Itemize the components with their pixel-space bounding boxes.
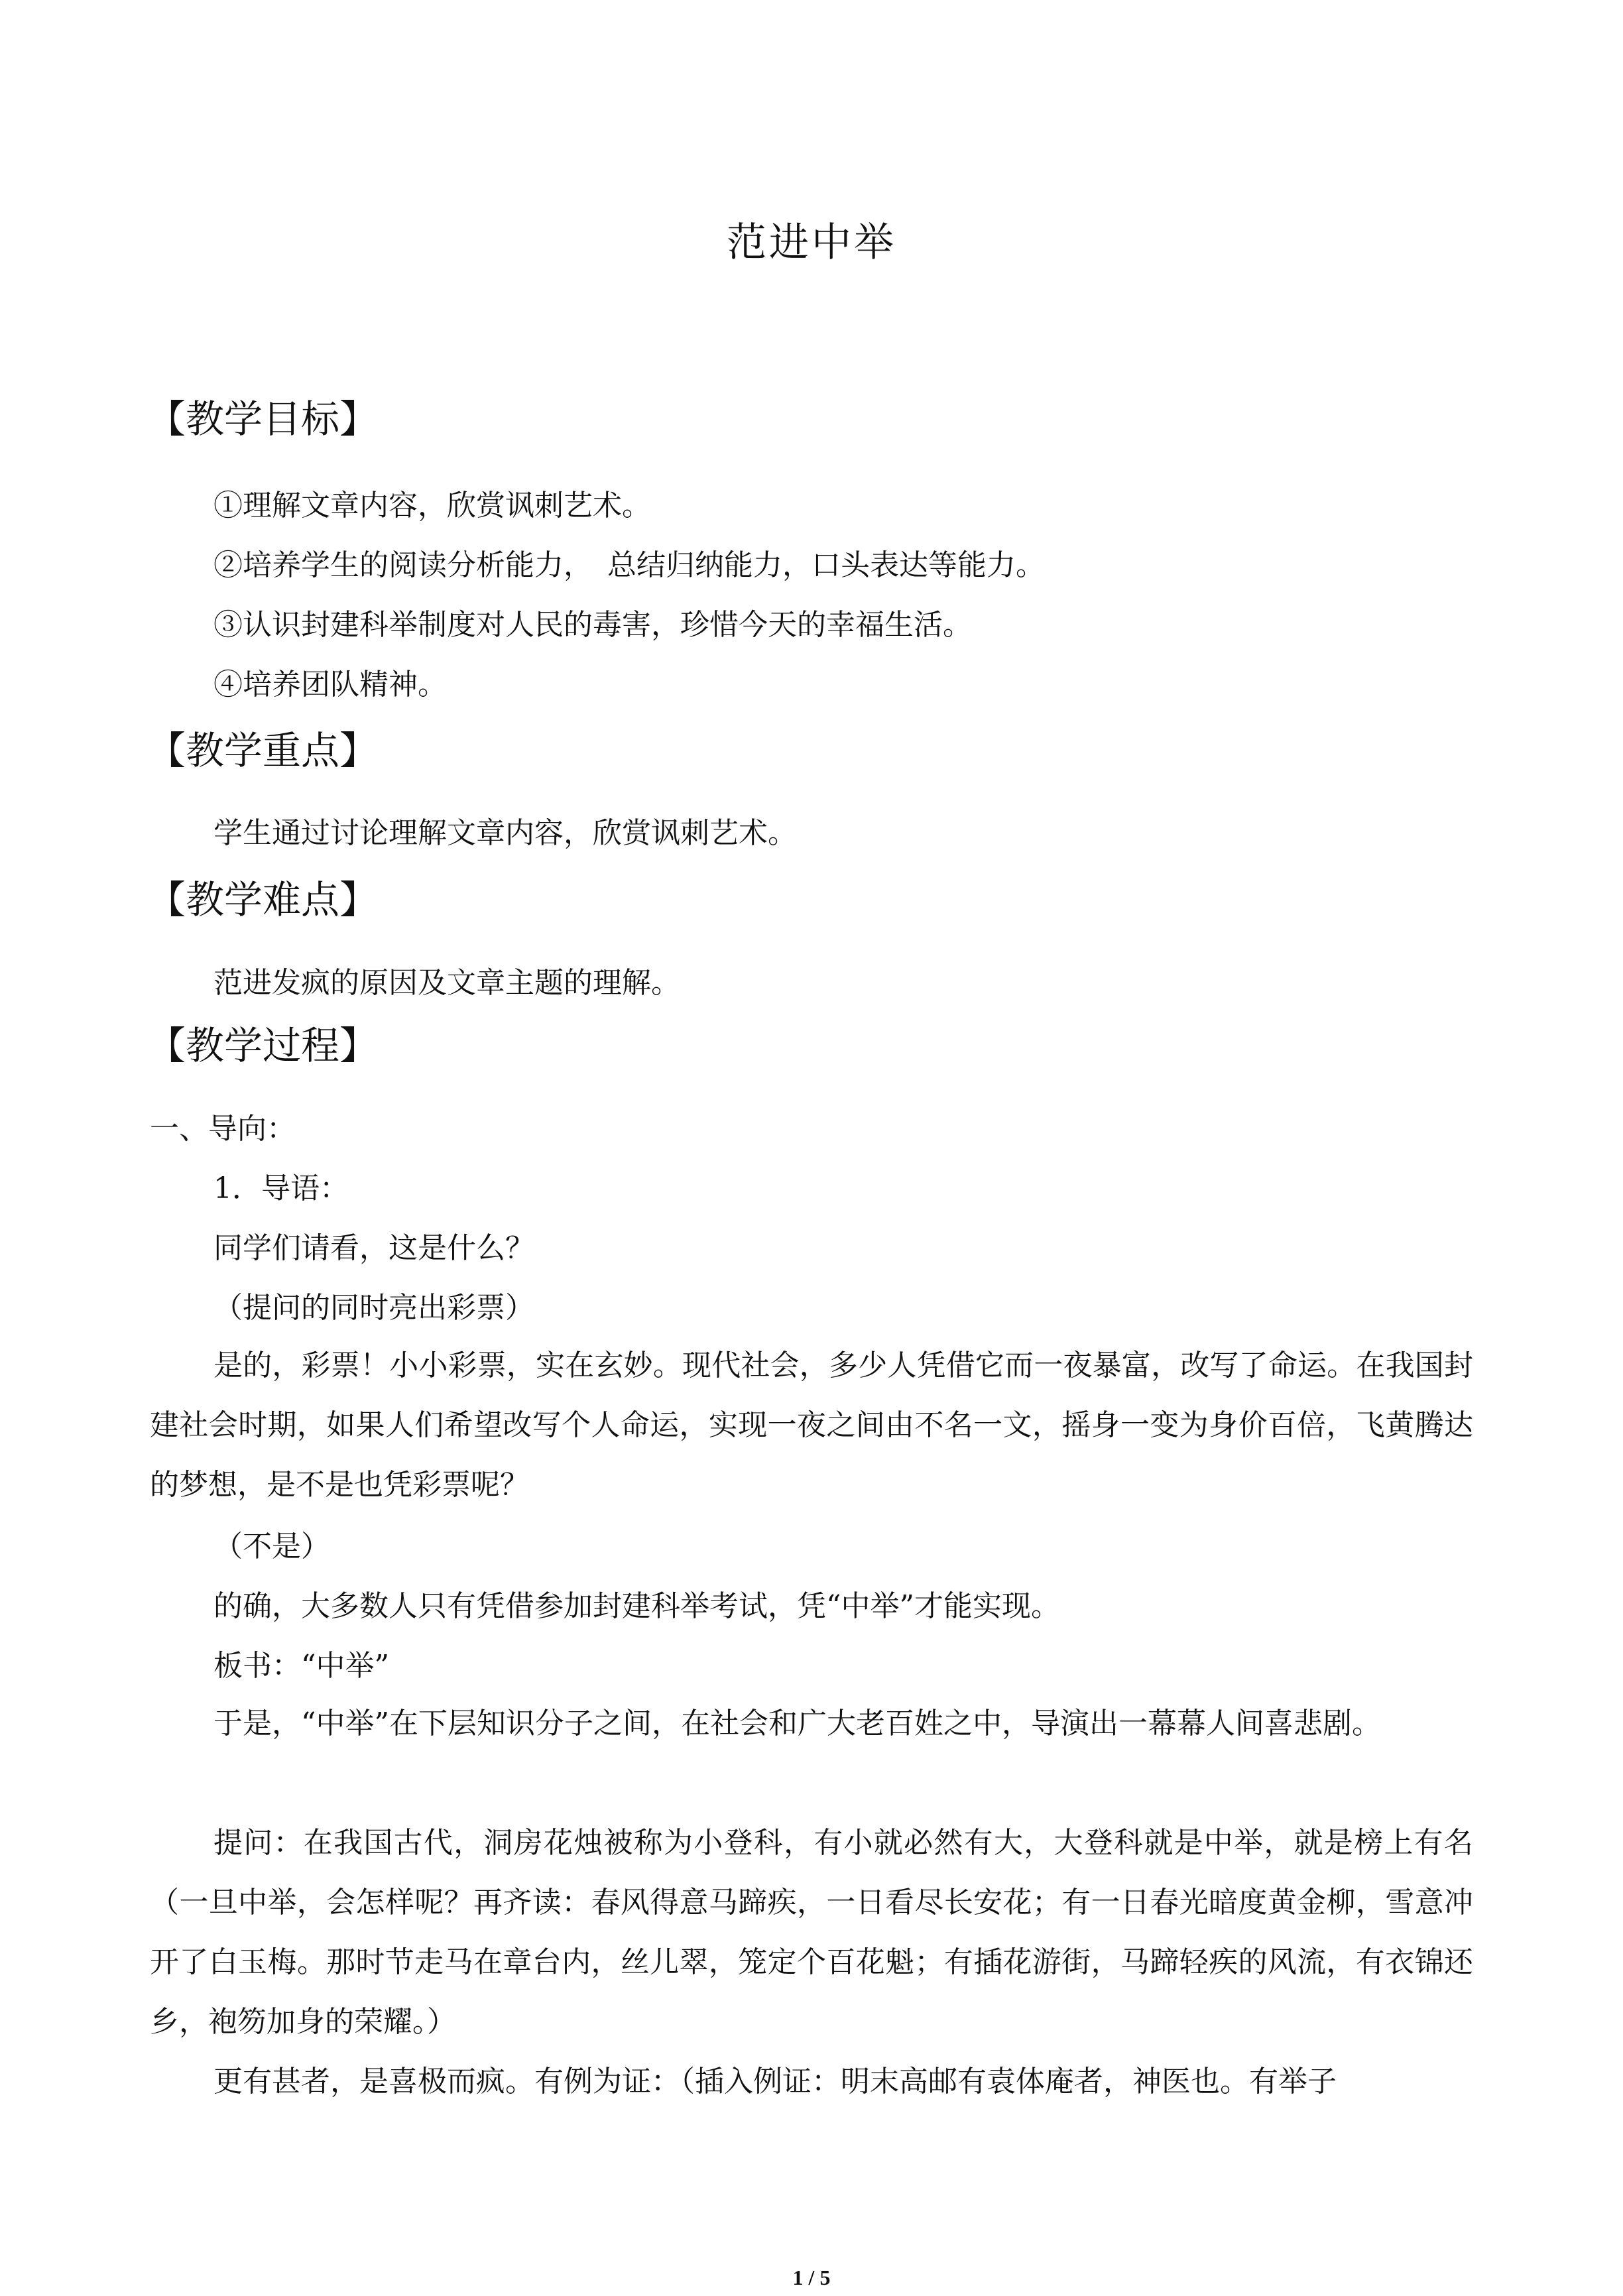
key-points-heading: 【教学重点】 <box>147 728 379 773</box>
process-paragraph-7: 于是，“中举”在下层知识分子之间，在社会和广大老百姓之中，导演出一幕幕人间喜悲剧。 <box>213 1707 1381 1740</box>
process-step-1: 1．导语： <box>213 1172 349 1205</box>
objective-item-2: ②培养学生的阅读分析能力， 总结归纳能力，口头表达等能力。 <box>213 548 1045 582</box>
difficulties-text: 范进发疯的原因及文章主题的理解。 <box>213 966 680 1000</box>
process-paragraph-8: 提问：在我国古代，洞房花烛被称为小登科，有小就必然有大，大登科就是中举，就是榜上有名（一旦中举，会怎样呢？再齐读：春风得意马蹄疾，一日看尽长安花；有一日春光暗度黄金柳，雪意冲开了白玉梅。那时节走马在章台内，丝儿翠，笼定个百花魁；有插花游街，马蹄轻疾的风流，有衣锦还乡，袍笏加身的荣耀。） <box>150 1826 1473 2039</box>
objective-item-4: ④培养团队精神。 <box>213 668 447 701</box>
difficulties-heading: 【教学难点】 <box>147 877 379 922</box>
process-paragraph-6: 板书：“中举” <box>213 1649 389 1683</box>
process-paragraph-1: 同学们请看，这是什么？ <box>213 1231 534 1265</box>
process-paragraph-3: 是的，彩票！小小彩票，实在玄妙。现代社会，多少人凭借它而一夜暴富，改写了命运。在我国封建社会时期，如果人们希望改写个人命运，实现一夜之间由不名一文，摇身一变为身价百倍，飞黄腾达的梦想，是不是也凭彩票呢？ <box>150 1349 1473 1502</box>
objective-item-3: ③认识封建科举制度对人民的毒害，珍惜今天的幸福生活。 <box>213 608 972 642</box>
objective-item-1: ①理解文章内容，欣赏讽刺艺术。 <box>213 489 651 522</box>
page-number: 1 / 5 <box>792 2266 831 2289</box>
process-paragraph-9: 更有甚者，是喜极而疯。有例为证：（插入例证：明末高邮有袁体庵者，神医也。有举子 <box>213 2065 1337 2098</box>
process-paragraph-5: 的确，大多数人只有凭借参加封建科举考试，凭“中举”才能实现。 <box>213 1589 1060 1623</box>
key-points-text: 学生通过讨论理解文章内容，欣赏讽刺艺术。 <box>213 816 797 850</box>
process-part-1: 一、导向： <box>150 1112 296 1146</box>
document-title: 范进中举 <box>727 219 896 266</box>
process-paragraph-4: （不是） <box>213 1530 330 1563</box>
process-paragraph-2: （提问的同时亮出彩票） <box>213 1291 534 1325</box>
objectives-heading: 【教学目标】 <box>147 396 379 442</box>
process-heading: 【教学过程】 <box>147 1023 379 1068</box>
